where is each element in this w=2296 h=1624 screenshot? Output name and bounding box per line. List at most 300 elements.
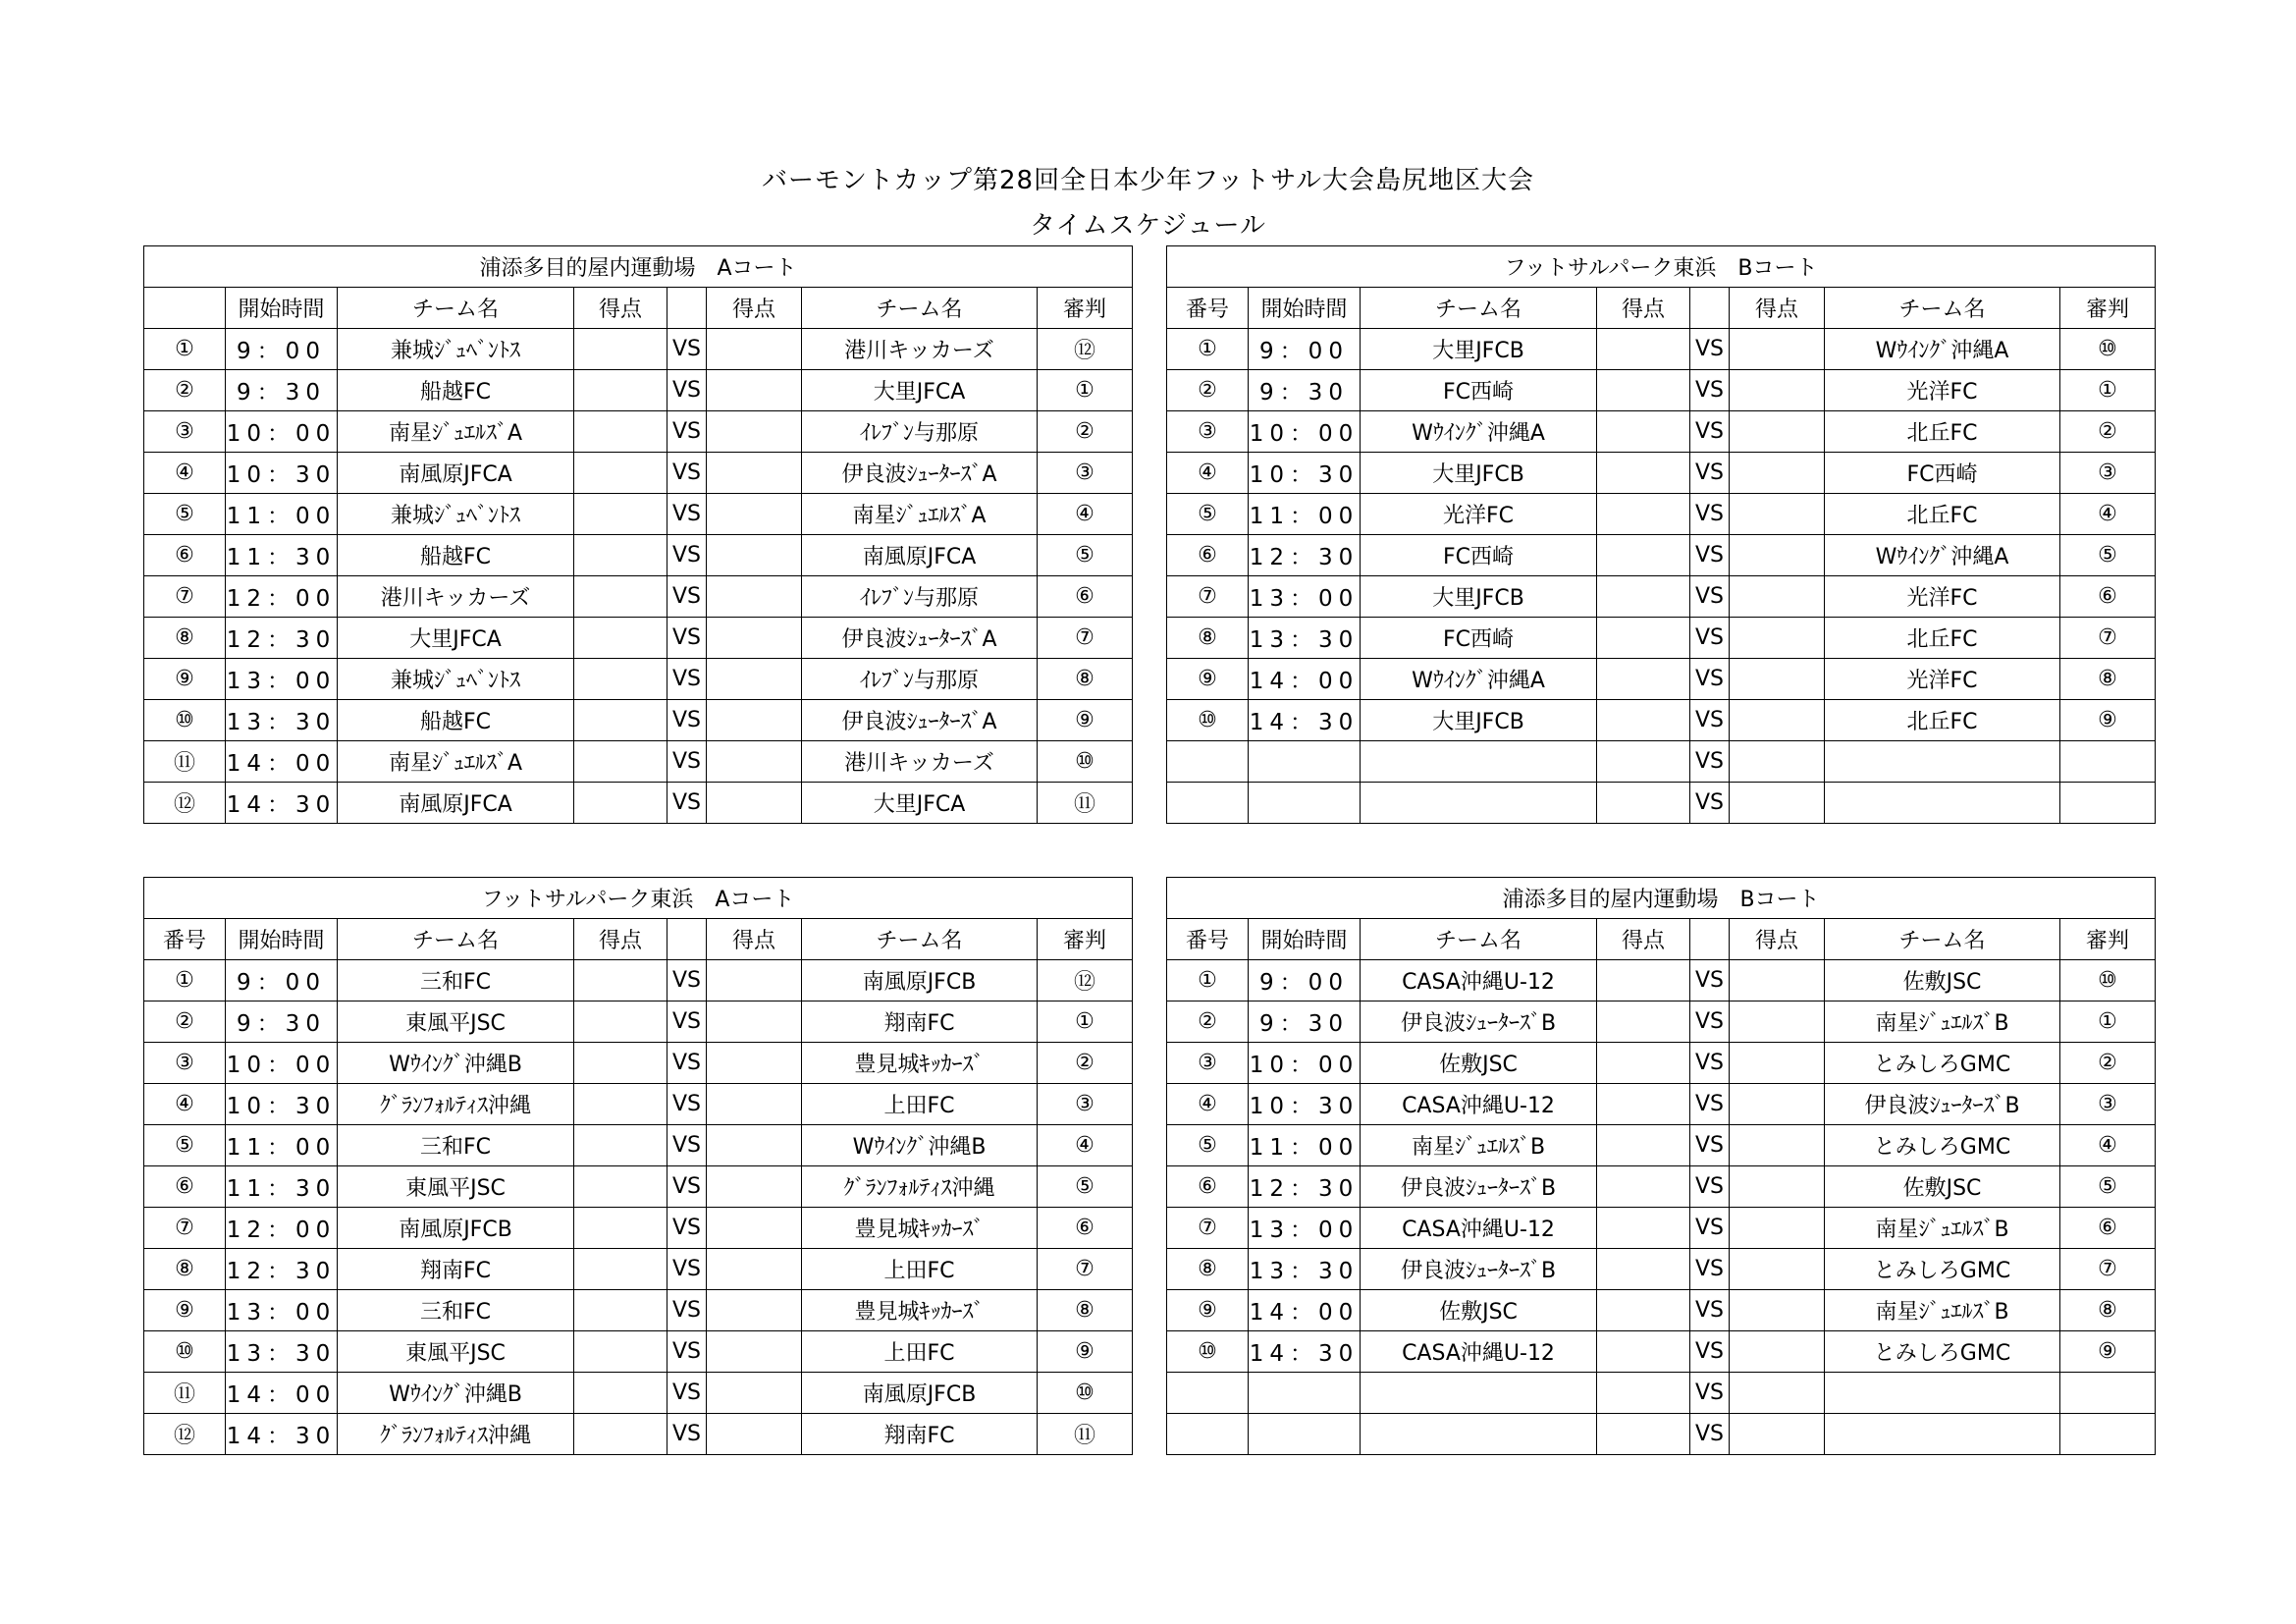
home-team-cell: 光洋FC <box>1361 494 1597 535</box>
vs-cell: VS <box>1690 1166 1730 1208</box>
home-team-cell: 船越FC <box>338 535 574 576</box>
venue-header: 浦添多目的屋内運動場 Aコート <box>144 246 1133 288</box>
away-score-cell <box>1730 700 1825 741</box>
referee-cell <box>2060 1373 2156 1414</box>
home-score-cell <box>574 618 667 659</box>
referee-cell: ⑥ <box>1038 576 1133 618</box>
vs-cell: VS <box>667 1166 707 1208</box>
home-score-cell <box>574 1373 667 1414</box>
home-team-cell: 南風原JFCB <box>338 1208 574 1249</box>
vs-cell: VS <box>667 1208 707 1249</box>
home-team-cell: ｸﾞﾗﾝﾌｫﾙﾃｨｽ沖縄 <box>338 1414 574 1455</box>
vs-cell: VS <box>1690 700 1730 741</box>
away-team-cell: Wｳｲﾝｸﾞ沖縄A <box>1825 329 2060 370</box>
away-team-cell <box>1825 741 2060 783</box>
home-team-cell: ｸﾞﾗﾝﾌｫﾙﾃｨｽ沖縄 <box>338 1084 574 1125</box>
column-header: 審判 <box>2060 919 2156 960</box>
num-cell: ② <box>144 1001 226 1043</box>
match-row <box>1167 453 2156 494</box>
away-team-cell: 北丘FC <box>1825 411 2060 453</box>
num-cell: ⑫ <box>144 783 226 824</box>
time-cell: 12：00 <box>226 1208 338 1249</box>
time-cell: 14：00 <box>1249 659 1361 700</box>
vs-cell: VS <box>667 659 707 700</box>
referee-cell: ④ <box>1038 1125 1133 1166</box>
vs-cell: VS <box>667 1249 707 1290</box>
match-row <box>1167 1290 2156 1331</box>
referee-cell: ⑤ <box>2060 1166 2156 1208</box>
match-row <box>1167 535 2156 576</box>
home-team-cell: 兼城ｼﾞｭﾍﾞﾝﾄｽ <box>338 329 574 370</box>
column-header: 審判 <box>1038 288 1133 329</box>
column-header: 審判 <box>1038 919 1133 960</box>
time-cell: 14：00 <box>1249 1290 1361 1331</box>
vs-cell: VS <box>667 576 707 618</box>
match-row <box>144 453 1133 494</box>
num-cell: ⑨ <box>1167 659 1249 700</box>
num-cell: ③ <box>1167 1043 1249 1084</box>
num-cell: ⑨ <box>144 1290 226 1331</box>
away-score-cell <box>707 1043 802 1084</box>
home-team-cell: 三和FC <box>338 960 574 1001</box>
away-score-cell <box>1730 535 1825 576</box>
num-cell <box>1167 741 1249 783</box>
home-team-cell: CASA沖縄U-12 <box>1361 1084 1597 1125</box>
column-header: 得点 <box>707 288 802 329</box>
away-score-cell <box>1730 1249 1825 1290</box>
time-cell: 13：00 <box>226 1290 338 1331</box>
home-score-cell <box>574 1249 667 1290</box>
away-team-cell: 佐敷JSC <box>1825 1166 2060 1208</box>
time-cell: 12：30 <box>1249 535 1361 576</box>
match-row <box>144 1373 1133 1414</box>
vs-cell: VS <box>667 700 707 741</box>
referee-cell: ⑪ <box>1038 783 1133 824</box>
time-cell: 11：00 <box>1249 494 1361 535</box>
away-team-cell: Wｳｲﾝｸﾞ沖縄B <box>802 1125 1038 1166</box>
num-cell: ⑦ <box>144 1208 226 1249</box>
home-team-cell: 大里JFCB <box>1361 576 1597 618</box>
vs-cell: VS <box>1690 1043 1730 1084</box>
away-score-cell <box>707 1001 802 1043</box>
home-score-cell <box>574 329 667 370</box>
column-header: 審判 <box>2060 288 2156 329</box>
match-row <box>144 370 1133 411</box>
referee-cell: ⑧ <box>1038 1290 1133 1331</box>
referee-cell: ⑧ <box>1038 659 1133 700</box>
num-cell: ⑥ <box>144 535 226 576</box>
column-header <box>144 288 226 329</box>
column-header: 番号 <box>1167 919 1249 960</box>
referee-cell: ① <box>2060 1001 2156 1043</box>
home-score-cell <box>1597 1373 1690 1414</box>
referee-cell: ② <box>1038 1043 1133 1084</box>
num-cell: ① <box>1167 960 1249 1001</box>
away-score-cell <box>1730 783 1825 824</box>
referee-cell: ④ <box>2060 494 2156 535</box>
away-score-cell <box>1730 1373 1825 1414</box>
vs-cell: VS <box>667 783 707 824</box>
vs-cell: VS <box>667 1001 707 1043</box>
home-team-cell: 伊良波ｼｭｰﾀｰｽﾞB <box>1361 1249 1597 1290</box>
away-team-cell <box>1825 1373 2060 1414</box>
referee-cell: ① <box>1038 370 1133 411</box>
num-cell: ⑫ <box>144 1414 226 1455</box>
referee-cell: ⑧ <box>2060 659 2156 700</box>
away-team-cell: ｸﾞﾗﾝﾌｫﾙﾃｨｽ沖縄 <box>802 1166 1038 1208</box>
match-row <box>1167 1331 2156 1373</box>
time-cell: 14：00 <box>226 1373 338 1414</box>
time-cell <box>1249 1414 1361 1455</box>
num-cell: ④ <box>1167 1084 1249 1125</box>
referee-cell: ⑩ <box>1038 741 1133 783</box>
column-header: チーム名 <box>1361 919 1597 960</box>
away-score-cell <box>707 576 802 618</box>
page-title: バーモントカップ第28回全日本少年フットサル大会島尻地区大会 <box>762 166 1534 195</box>
vs-cell: VS <box>1690 1125 1730 1166</box>
home-score-cell <box>574 1208 667 1249</box>
away-score-cell <box>707 1331 802 1373</box>
referee-cell: ② <box>2060 411 2156 453</box>
home-score-cell <box>1597 783 1690 824</box>
match-row <box>144 1166 1133 1208</box>
match-row <box>144 1084 1133 1125</box>
vs-cell: VS <box>1690 783 1730 824</box>
vs-cell: VS <box>1690 1208 1730 1249</box>
away-score-cell <box>1730 1166 1825 1208</box>
away-score-cell <box>1730 576 1825 618</box>
vs-cell: VS <box>667 741 707 783</box>
referee-cell <box>2060 741 2156 783</box>
column-header <box>667 919 707 960</box>
home-score-cell <box>574 1125 667 1166</box>
away-team-cell: 北丘FC <box>1825 618 2060 659</box>
num-cell: ⑨ <box>1167 1290 1249 1331</box>
match-row <box>144 535 1133 576</box>
home-score-cell <box>1597 700 1690 741</box>
home-team-cell: Wｳｲﾝｸﾞ沖縄B <box>338 1373 574 1414</box>
time-cell <box>1249 741 1361 783</box>
referee-cell: ⑤ <box>1038 1166 1133 1208</box>
referee-cell: ③ <box>2060 453 2156 494</box>
venue-header: 浦添多目的屋内運動場 Bコート <box>1167 878 2156 919</box>
vs-cell: VS <box>667 1414 707 1455</box>
referee-cell: ⑤ <box>1038 535 1133 576</box>
referee-cell: ⑨ <box>2060 1331 2156 1373</box>
time-cell: 13：30 <box>1249 1249 1361 1290</box>
match-row <box>1167 1249 2156 1290</box>
vs-cell: VS <box>1690 1249 1730 1290</box>
time-cell: 10：30 <box>226 1084 338 1125</box>
home-score-cell <box>1597 494 1690 535</box>
home-team-cell: 三和FC <box>338 1125 574 1166</box>
away-score-cell <box>707 1249 802 1290</box>
time-cell: 11：00 <box>226 1125 338 1166</box>
away-score-cell <box>1730 411 1825 453</box>
home-team-cell: 兼城ｼﾞｭﾍﾞﾝﾄｽ <box>338 659 574 700</box>
time-cell: 9：30 <box>1249 1001 1361 1043</box>
away-team-cell: FC西崎 <box>1825 453 2060 494</box>
time-cell: 9：00 <box>1249 960 1361 1001</box>
away-team-cell <box>1825 783 2060 824</box>
referee-cell: ⑨ <box>1038 700 1133 741</box>
referee-cell: ⑥ <box>1038 1208 1133 1249</box>
num-cell: ② <box>1167 1001 1249 1043</box>
time-cell: 13：00 <box>1249 576 1361 618</box>
match-row <box>1167 1125 2156 1166</box>
home-score-cell <box>574 370 667 411</box>
column-header: 開始時間 <box>1249 288 1361 329</box>
num-cell: ② <box>144 370 226 411</box>
away-score-cell <box>1730 1290 1825 1331</box>
vs-cell: VS <box>667 1331 707 1373</box>
time-cell: 12：30 <box>1249 1166 1361 1208</box>
away-score-cell <box>707 453 802 494</box>
away-score-cell <box>707 1290 802 1331</box>
time-cell: 13：30 <box>226 1331 338 1373</box>
away-score-cell <box>707 741 802 783</box>
home-team-cell: 船越FC <box>338 700 574 741</box>
venue-header: フットサルパーク東浜 Aコート <box>144 878 1133 919</box>
referee-cell: ④ <box>2060 1125 2156 1166</box>
away-team-cell: 北丘FC <box>1825 494 2060 535</box>
away-score-cell <box>1730 1414 1825 1455</box>
home-score-cell <box>574 576 667 618</box>
vs-cell: VS <box>667 453 707 494</box>
home-team-cell: 兼城ｼﾞｭﾍﾞﾝﾄｽ <box>338 494 574 535</box>
vs-cell: VS <box>1690 1001 1730 1043</box>
num-cell: ③ <box>144 1043 226 1084</box>
match-row <box>1167 1208 2156 1249</box>
match-row <box>1167 370 2156 411</box>
referee-cell: ⑦ <box>2060 1249 2156 1290</box>
vs-cell: VS <box>1690 411 1730 453</box>
home-team-cell: 南風原JFCA <box>338 783 574 824</box>
column-header: 得点 <box>574 919 667 960</box>
home-score-cell <box>574 659 667 700</box>
home-score-cell <box>574 700 667 741</box>
match-row <box>144 1290 1133 1331</box>
home-team-cell: 南星ｼﾞｭｴﾙｽﾞB <box>1361 1125 1597 1166</box>
match-row <box>1167 1001 2156 1043</box>
num-cell: ⑥ <box>1167 535 1249 576</box>
num-cell: ⑩ <box>144 1331 226 1373</box>
column-header: 開始時間 <box>1249 919 1361 960</box>
home-team-cell: 船越FC <box>338 370 574 411</box>
home-team-cell <box>1361 741 1597 783</box>
time-cell <box>1249 783 1361 824</box>
match-row <box>144 1414 1133 1455</box>
referee-cell: ⑫ <box>1038 329 1133 370</box>
away-score-cell <box>707 783 802 824</box>
page-subtitle: タイムスケジュール <box>1030 211 1266 241</box>
away-team-cell: とみしろGMC <box>1825 1125 2060 1166</box>
venue-header: フットサルパーク東浜 Bコート <box>1167 246 2156 288</box>
home-team-cell: FC西崎 <box>1361 618 1597 659</box>
referee-cell <box>2060 1414 2156 1455</box>
away-team-cell: 豊見城ｷｯｶｰｽﾞ <box>802 1043 1038 1084</box>
referee-cell: ⑦ <box>2060 618 2156 659</box>
home-score-cell <box>1597 1084 1690 1125</box>
time-cell: 9：00 <box>226 329 338 370</box>
home-score-cell <box>574 535 667 576</box>
num-cell: ⑪ <box>144 1373 226 1414</box>
vs-cell: VS <box>1690 1373 1730 1414</box>
num-cell: ⑤ <box>144 494 226 535</box>
match-row <box>1167 659 2156 700</box>
match-row <box>144 1001 1133 1043</box>
away-score-cell <box>1730 1208 1825 1249</box>
num-cell: ② <box>1167 370 1249 411</box>
time-cell: 9：00 <box>1249 329 1361 370</box>
home-score-cell <box>1597 1001 1690 1043</box>
match-row <box>144 1125 1133 1166</box>
column-header: 番号 <box>144 919 226 960</box>
num-cell: ⑧ <box>144 1249 226 1290</box>
away-score-cell <box>707 494 802 535</box>
home-team-cell: 大里JFCB <box>1361 453 1597 494</box>
home-team-cell: 東風平JSC <box>338 1331 574 1373</box>
away-team-cell <box>1825 1414 2060 1455</box>
referee-cell: ② <box>2060 1043 2156 1084</box>
away-team-cell: 北丘FC <box>1825 700 2060 741</box>
vs-cell: VS <box>667 618 707 659</box>
vs-cell: VS <box>1690 576 1730 618</box>
vs-cell: VS <box>667 535 707 576</box>
num-cell: ⑧ <box>1167 618 1249 659</box>
home-team-cell <box>1361 1414 1597 1455</box>
match-row <box>144 1249 1133 1290</box>
away-score-cell <box>707 1414 802 1455</box>
vs-cell: VS <box>1690 1331 1730 1373</box>
away-score-cell <box>1730 741 1825 783</box>
away-score-cell <box>1730 1043 1825 1084</box>
match-row <box>1167 783 2156 824</box>
time-cell: 12：30 <box>226 618 338 659</box>
column-header: 得点 <box>1597 288 1690 329</box>
match-row <box>144 494 1133 535</box>
column-header: チーム名 <box>338 288 574 329</box>
away-team-cell: 南風原JFCA <box>802 535 1038 576</box>
home-team-cell: CASA沖縄U-12 <box>1361 1208 1597 1249</box>
num-cell <box>1167 783 1249 824</box>
column-header <box>1690 288 1730 329</box>
num-cell: ⑩ <box>1167 1331 1249 1373</box>
column-header: 得点 <box>574 288 667 329</box>
column-header: 得点 <box>1597 919 1690 960</box>
away-team-cell: 光洋FC <box>1825 659 2060 700</box>
home-score-cell <box>1597 1290 1690 1331</box>
away-team-cell: 南星ｼﾞｭｴﾙｽﾞB <box>1825 1290 2060 1331</box>
match-row <box>1167 494 2156 535</box>
vs-cell: VS <box>1690 453 1730 494</box>
vs-cell: VS <box>667 494 707 535</box>
away-team-cell: 南風原JFCB <box>802 960 1038 1001</box>
column-header: 得点 <box>707 919 802 960</box>
away-score-cell <box>1730 370 1825 411</box>
time-cell: 9：00 <box>226 960 338 1001</box>
home-team-cell: CASA沖縄U-12 <box>1361 1331 1597 1373</box>
num-cell: ⑥ <box>144 1166 226 1208</box>
vs-cell: VS <box>1690 370 1730 411</box>
home-score-cell <box>574 1001 667 1043</box>
away-score-cell <box>1730 1084 1825 1125</box>
referee-cell: ① <box>1038 1001 1133 1043</box>
match-row <box>1167 1414 2156 1455</box>
time-cell: 14：30 <box>1249 1331 1361 1373</box>
num-cell: ④ <box>1167 453 1249 494</box>
away-score-cell <box>707 1166 802 1208</box>
home-team-cell: 佐敷JSC <box>1361 1290 1597 1331</box>
home-score-cell <box>1597 960 1690 1001</box>
vs-cell: VS <box>667 329 707 370</box>
num-cell: ⑦ <box>1167 576 1249 618</box>
home-score-cell <box>1597 1166 1690 1208</box>
home-score-cell <box>1597 1125 1690 1166</box>
match-row <box>1167 1084 2156 1125</box>
referee-cell: ⑪ <box>1038 1414 1133 1455</box>
num-cell: ⑩ <box>144 700 226 741</box>
time-cell <box>1249 1373 1361 1414</box>
home-team-cell: 翔南FC <box>338 1249 574 1290</box>
vs-cell: VS <box>1690 329 1730 370</box>
referee-cell: ⑨ <box>2060 700 2156 741</box>
home-score-cell <box>574 960 667 1001</box>
away-score-cell <box>707 1125 802 1166</box>
column-header: 番号 <box>1167 288 1249 329</box>
home-team-cell: 港川キッカーズ <box>338 576 574 618</box>
away-team-cell: 上田FC <box>802 1331 1038 1373</box>
column-header: チーム名 <box>1825 919 2060 960</box>
home-score-cell <box>574 741 667 783</box>
referee-cell: ⑦ <box>1038 1249 1133 1290</box>
match-row <box>144 783 1133 824</box>
away-score-cell <box>707 329 802 370</box>
time-cell: 10：00 <box>226 411 338 453</box>
away-score-cell <box>707 659 802 700</box>
home-score-cell <box>574 1414 667 1455</box>
time-cell: 10：00 <box>1249 1043 1361 1084</box>
vs-cell: VS <box>667 1084 707 1125</box>
away-score-cell <box>707 411 802 453</box>
home-score-cell <box>574 1331 667 1373</box>
vs-cell: VS <box>1690 535 1730 576</box>
match-row <box>144 960 1133 1001</box>
vs-cell: VS <box>1690 659 1730 700</box>
vs-cell: VS <box>667 1373 707 1414</box>
home-score-cell <box>1597 741 1690 783</box>
away-team-cell: 翔南FC <box>802 1001 1038 1043</box>
match-row <box>1167 329 2156 370</box>
match-row <box>1167 700 2156 741</box>
time-cell: 12：00 <box>226 576 338 618</box>
schedule-table <box>143 877 1133 1455</box>
home-team-cell: 伊良波ｼｭｰﾀｰｽﾞB <box>1361 1166 1597 1208</box>
home-team-cell: Wｳｲﾝｸﾞ沖縄B <box>338 1043 574 1084</box>
home-score-cell <box>1597 329 1690 370</box>
match-row <box>144 700 1133 741</box>
away-score-cell <box>1730 1125 1825 1166</box>
time-cell: 10：00 <box>226 1043 338 1084</box>
vs-cell: VS <box>1690 1414 1730 1455</box>
time-cell: 14：30 <box>226 1414 338 1455</box>
away-team-cell: 南風原JFCB <box>802 1373 1038 1414</box>
time-cell: 11：30 <box>226 1166 338 1208</box>
time-cell: 11：00 <box>226 494 338 535</box>
match-row <box>144 1208 1133 1249</box>
away-team-cell: 光洋FC <box>1825 576 2060 618</box>
away-score-cell <box>707 1208 802 1249</box>
